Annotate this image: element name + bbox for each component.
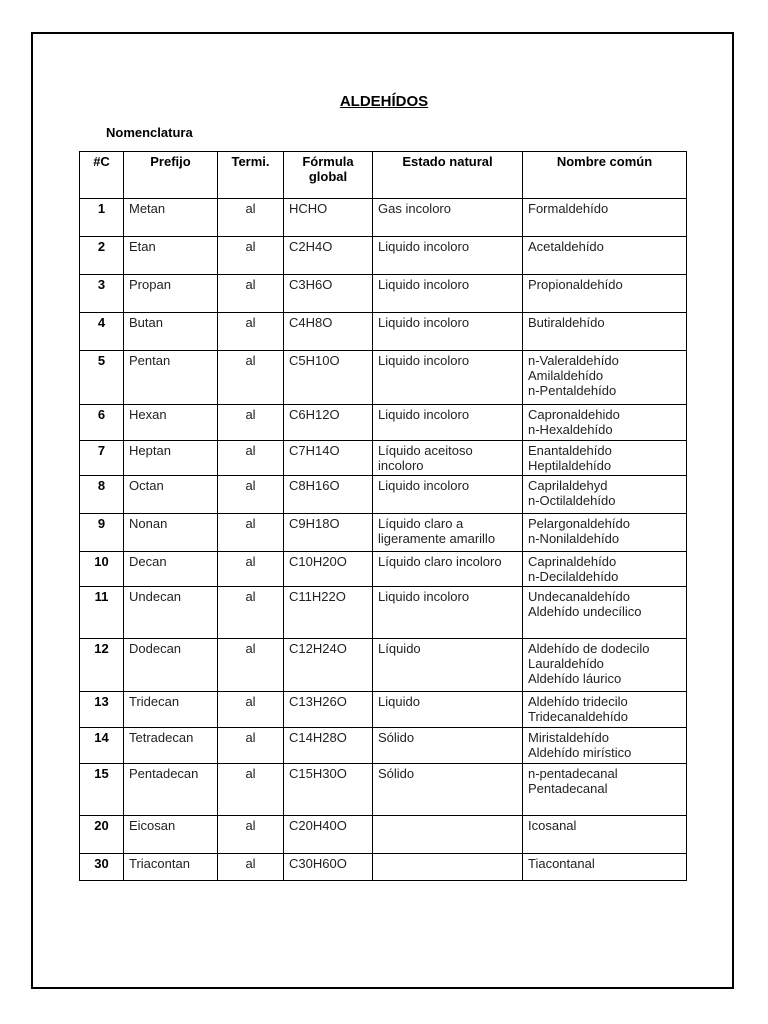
cell-common-name (523, 514, 687, 552)
cell-prefix: Pentadecan (124, 764, 218, 816)
cell-carbon-count: 30 (80, 854, 124, 881)
cell-formula: C9H18O (284, 514, 373, 552)
cell-prefix: Butan (124, 313, 218, 351)
cell-suffix: al (218, 405, 284, 441)
cell-suffix: al (218, 639, 284, 692)
cell-prefix: Triacontan (124, 854, 218, 881)
cell-suffix: al (218, 552, 284, 587)
header-suffix: Termi. (218, 152, 284, 199)
cell-formula: C5H10O (284, 351, 373, 405)
cell-prefix: Hexan (124, 405, 218, 441)
cell-suffix: al (218, 587, 284, 639)
document-title: ALDEHÍDOS (339, 93, 429, 110)
cell-state: Líquido claro a ligeramente amarillo (373, 514, 523, 552)
cell-state: Liquido (373, 692, 523, 728)
cell-formula: C30H60O (284, 854, 373, 881)
table-row (80, 728, 687, 764)
cell-carbon-count: 3 (80, 275, 124, 313)
aldehyde-table (79, 151, 687, 881)
header-common-name: Nombre común (523, 152, 687, 199)
cell-state: Líquido (373, 639, 523, 692)
common-name-line: n-Nonilaldehído (528, 531, 620, 546)
cell-formula: C14H28O (284, 728, 373, 764)
cell-common-name (523, 199, 687, 237)
cell-common-name (523, 854, 687, 881)
cell-common-name (523, 476, 687, 514)
common-name-line: Butiraldehído (528, 315, 605, 330)
cell-state: Líquido claro incoloro (373, 552, 523, 587)
common-name-line: Caprinaldehído (528, 554, 617, 569)
cell-state (373, 854, 523, 881)
table-row (80, 639, 687, 692)
common-name-line: n-Pentaldehído (528, 383, 617, 398)
cell-carbon-count: 4 (80, 313, 124, 351)
cell-formula: C15H30O (284, 764, 373, 816)
cell-state: Sólido (373, 764, 523, 816)
cell-carbon-count: 7 (80, 441, 124, 476)
cell-prefix: Undecan (124, 587, 218, 639)
cell-common-name (523, 816, 687, 854)
cell-prefix: Tetradecan (124, 728, 218, 764)
common-name-line: Heptilaldehído (528, 458, 612, 473)
cell-state: Liquido incoloro (373, 237, 523, 275)
common-name-line: Acetaldehído (528, 239, 604, 254)
cell-suffix: al (218, 199, 284, 237)
cell-carbon-count: 15 (80, 764, 124, 816)
cell-state: Liquido incoloro (373, 587, 523, 639)
table-header-row (80, 152, 687, 199)
cell-formula: C10H20O (284, 552, 373, 587)
cell-formula: C2H4O (284, 237, 373, 275)
cell-suffix: al (218, 275, 284, 313)
cell-suffix: al (218, 476, 284, 514)
cell-suffix: al (218, 313, 284, 351)
cell-carbon-count: 2 (80, 237, 124, 275)
cell-common-name (523, 237, 687, 275)
section-label: Nomenclatura (106, 125, 193, 140)
table-row (80, 514, 687, 552)
header-prefix: Prefijo (124, 152, 218, 199)
cell-state: Liquido incoloro (373, 405, 523, 441)
common-name-line: Undecanaldehído (528, 589, 630, 604)
table-row (80, 587, 687, 639)
common-name-line: Capronaldehido (528, 407, 620, 422)
cell-common-name (523, 441, 687, 476)
cell-carbon-count: 20 (80, 816, 124, 854)
cell-suffix: al (218, 514, 284, 552)
header-state: Estado natural (373, 152, 523, 199)
cell-carbon-count: 12 (80, 639, 124, 692)
cell-suffix: al (218, 816, 284, 854)
cell-prefix: Etan (124, 237, 218, 275)
cell-formula: HCHO (284, 199, 373, 237)
cell-formula: C4H8O (284, 313, 373, 351)
common-name-line: Pelargonaldehído (528, 516, 630, 531)
cell-formula: C3H6O (284, 275, 373, 313)
cell-state: Liquido incoloro (373, 476, 523, 514)
cell-suffix: al (218, 237, 284, 275)
cell-prefix: Decan (124, 552, 218, 587)
cell-common-name (523, 552, 687, 587)
cell-carbon-count: 14 (80, 728, 124, 764)
cell-state: Líquido aceitoso incoloro (373, 441, 523, 476)
common-name-line: Lauraldehído (528, 656, 604, 671)
cell-prefix: Pentan (124, 351, 218, 405)
common-name-line: n-Hexaldehído (528, 422, 613, 437)
cell-formula: C12H24O (284, 639, 373, 692)
cell-common-name (523, 405, 687, 441)
common-name-line: Caprilaldehyd (528, 478, 608, 493)
cell-common-name (523, 728, 687, 764)
table-row (80, 854, 687, 881)
cell-common-name (523, 313, 687, 351)
table-row (80, 764, 687, 816)
cell-common-name (523, 692, 687, 728)
cell-formula: C6H12O (284, 405, 373, 441)
cell-carbon-count: 9 (80, 514, 124, 552)
cell-carbon-count: 5 (80, 351, 124, 405)
header-formula: Fórmula global (284, 152, 373, 199)
cell-state: Gas incoloro (373, 199, 523, 237)
common-name-line: Amilaldehído (528, 368, 604, 383)
table-row (80, 692, 687, 728)
cell-state: Liquido incoloro (373, 351, 523, 405)
common-name-line: Aldehído láurico (528, 671, 622, 686)
cell-common-name (523, 764, 687, 816)
cell-prefix: Metan (124, 199, 218, 237)
cell-carbon-count: 8 (80, 476, 124, 514)
cell-prefix: Eicosan (124, 816, 218, 854)
cell-suffix: al (218, 351, 284, 405)
common-name-line: Icosanal (528, 818, 577, 833)
cell-formula: C7H14O (284, 441, 373, 476)
table-row (80, 237, 687, 275)
cell-carbon-count: 13 (80, 692, 124, 728)
common-name-line: Tridecanaldehído (528, 709, 628, 724)
common-name-line: Pentadecanal (528, 781, 608, 796)
common-name-line: Formaldehído (528, 201, 609, 216)
common-name-line: n-Valeraldehído (528, 353, 619, 368)
table-row (80, 405, 687, 441)
cell-state: Liquido incoloro (373, 313, 523, 351)
common-name-line: Miristaldehído (528, 730, 609, 745)
cell-suffix: al (218, 854, 284, 881)
cell-prefix: Octan (124, 476, 218, 514)
cell-formula: C13H26O (284, 692, 373, 728)
table-row (80, 441, 687, 476)
table-row (80, 816, 687, 854)
cell-common-name (523, 275, 687, 313)
cell-prefix: Dodecan (124, 639, 218, 692)
cell-suffix: al (218, 764, 284, 816)
cell-state: Sólido (373, 728, 523, 764)
header-carbon-count: #C (80, 152, 124, 199)
table-row (80, 351, 687, 405)
common-name-line: Tiacontanal (528, 856, 595, 871)
common-name-line: Aldehído de dodecilo (528, 641, 650, 656)
common-name-line: n-pentadecanal (528, 766, 618, 781)
table-row (80, 313, 687, 351)
common-name-line: Aldehído mirístico (528, 745, 632, 760)
cell-formula: C8H16O (284, 476, 373, 514)
table-row (80, 476, 687, 514)
common-name-line: n-Decilaldehído (528, 569, 619, 584)
cell-common-name (523, 587, 687, 639)
cell-formula: C11H22O (284, 587, 373, 639)
cell-prefix: Nonan (124, 514, 218, 552)
cell-common-name (523, 639, 687, 692)
cell-carbon-count: 10 (80, 552, 124, 587)
cell-prefix: Heptan (124, 441, 218, 476)
cell-suffix: al (218, 728, 284, 764)
common-name-line: Propionaldehído (528, 277, 623, 292)
cell-suffix: al (218, 692, 284, 728)
common-name-line: Aldehído tridecilo (528, 694, 628, 709)
cell-carbon-count: 6 (80, 405, 124, 441)
cell-formula: C20H40O (284, 816, 373, 854)
cell-state (373, 816, 523, 854)
cell-prefix: Tridecan (124, 692, 218, 728)
table-row (80, 552, 687, 587)
common-name-line: Enantaldehído (528, 443, 612, 458)
cell-suffix: al (218, 441, 284, 476)
cell-common-name (523, 351, 687, 405)
table-row (80, 275, 687, 313)
cell-state: Liquido incoloro (373, 275, 523, 313)
table-row (80, 199, 687, 237)
cell-prefix: Propan (124, 275, 218, 313)
common-name-line: n-Octilaldehído (528, 493, 616, 508)
cell-carbon-count: 11 (80, 587, 124, 639)
cell-carbon-count: 1 (80, 199, 124, 237)
common-name-line: Aldehído undecílico (528, 604, 642, 619)
